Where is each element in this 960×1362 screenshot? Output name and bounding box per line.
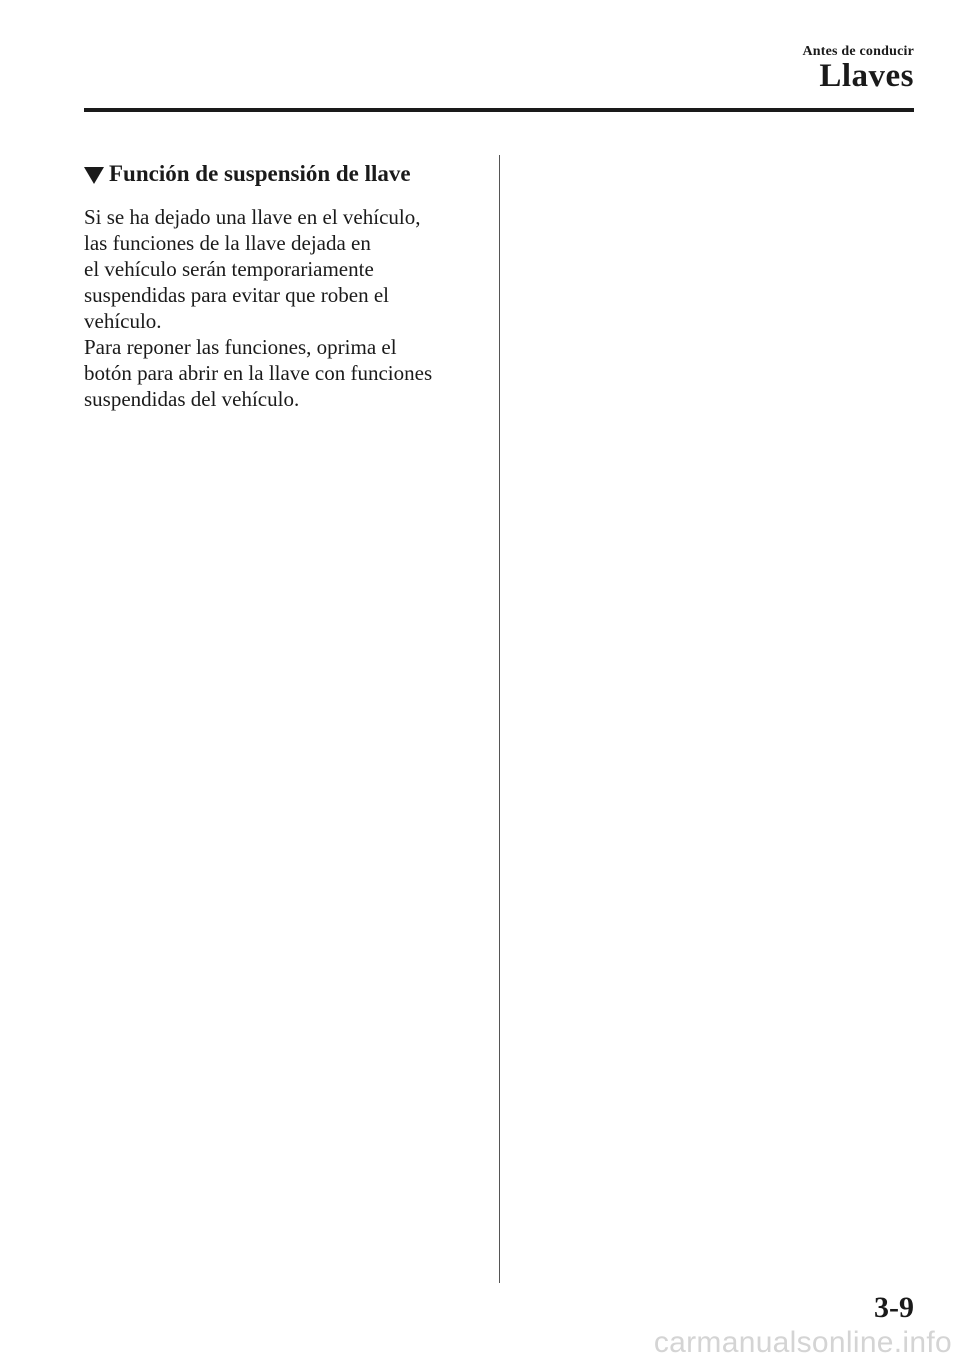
section-body [84, 204, 479, 412]
body-line: suspendidas del vehículo. [84, 387, 300, 411]
header-chapter: Antes de conducir [802, 44, 914, 59]
section-heading [84, 158, 479, 190]
column-divider [499, 155, 500, 1283]
left-column [84, 158, 479, 412]
watermark: carmanualsonline.info [653, 1326, 952, 1359]
body-line: suspendidas para evitar que roben el [84, 283, 389, 307]
body-line: vehículo. [84, 309, 162, 333]
body-line: Si se ha dejado una llave en el vehículo, [84, 205, 421, 229]
header-title: Llaves [819, 58, 914, 94]
section-heading-text: Función de suspensión de llave [109, 161, 411, 186]
body-line: el vehículo serán temporariamente [84, 257, 374, 281]
page-number: 3-9 [874, 1291, 914, 1324]
header-rule [84, 108, 914, 112]
body-line: botón para abrir en la llave con funciones [84, 361, 433, 385]
down-triangle-icon [84, 167, 104, 184]
body-line: Para reponer las funciones, oprima el [84, 335, 397, 359]
body-line: las funciones de la llave dejada en [84, 231, 371, 255]
